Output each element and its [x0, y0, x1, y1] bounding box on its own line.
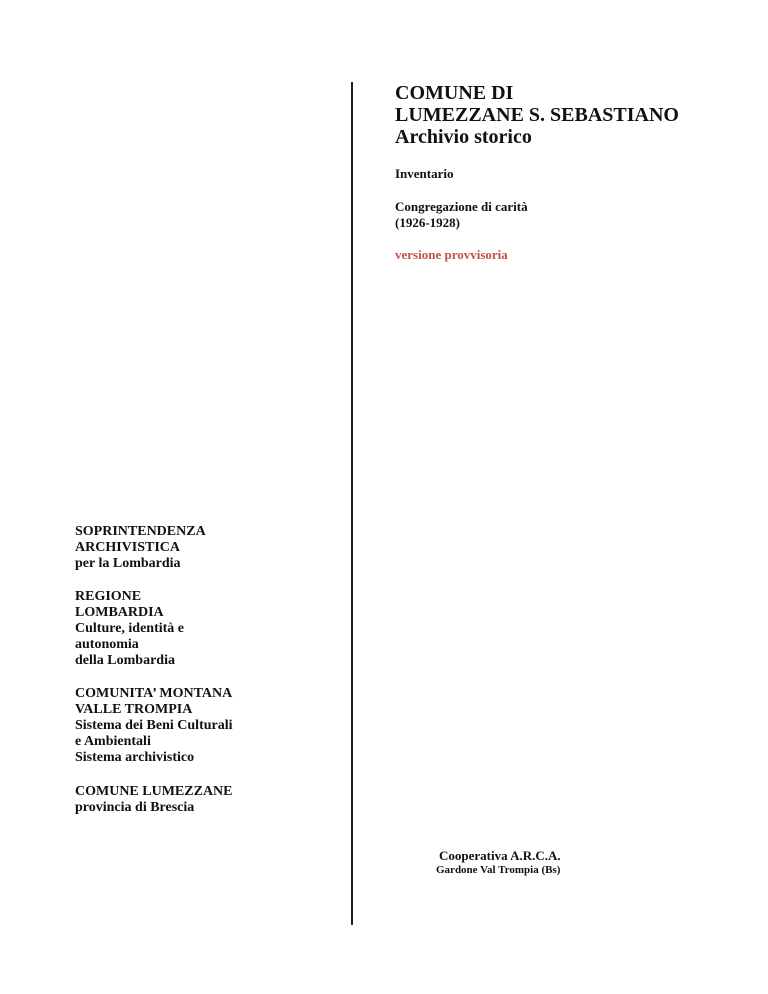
fondo-dates: (1926-1928)	[395, 215, 460, 230]
fondo-title	[395, 199, 528, 231]
inventario-label: Inventario	[395, 166, 454, 181]
title-line-1: COMUNE DI	[395, 82, 514, 104]
comunita-line-2: VALLE TROMPIA	[75, 702, 193, 717]
fondo-name: Congregazione di carità	[395, 199, 528, 214]
soprintendenza-line-1: SOPRINTENDENZA	[75, 524, 206, 539]
soprintendenza-line-2: ARCHIVISTICA	[75, 540, 181, 555]
soprintendenza-block	[75, 524, 206, 572]
title-line-3: Archivio storico	[395, 126, 532, 148]
vertical-divider	[351, 82, 353, 925]
version-note: versione provvisoria	[395, 247, 508, 262]
comune-lumezzane-block	[75, 784, 233, 816]
regione-line-3: Culture, identità e	[75, 621, 185, 636]
comunita-line-3: Sistema dei Beni Culturali	[75, 718, 233, 733]
title-line-2: LUMEZZANE S. SEBASTIANO	[395, 104, 679, 126]
cooperativa-location: Gardone Val Trompia (Bs)	[436, 864, 561, 876]
regione-line-4: autonomia	[75, 637, 139, 652]
cooperativa-name: Cooperativa A.R.C.A.	[439, 848, 561, 863]
comunita-line-4: e Ambientali	[75, 734, 151, 749]
comunita-montana-block	[75, 686, 233, 766]
comune-lumezzane-line-1: COMUNE LUMEZZANE	[75, 784, 233, 799]
comunita-line-1: COMUNITA’ MONTANA	[75, 686, 233, 701]
regione-line-5: della Lombardia	[75, 653, 175, 668]
soprintendenza-line-3: per la Lombardia	[75, 556, 181, 571]
regione-line-2: LOMBARDIA	[75, 605, 164, 620]
document-title	[395, 82, 679, 148]
regione-line-1: REGIONE	[75, 589, 142, 604]
comune-lumezzane-line-2: provincia di Brescia	[75, 800, 195, 815]
regione-block	[75, 589, 184, 669]
comunita-line-5: Sistema archivistico	[75, 750, 195, 765]
